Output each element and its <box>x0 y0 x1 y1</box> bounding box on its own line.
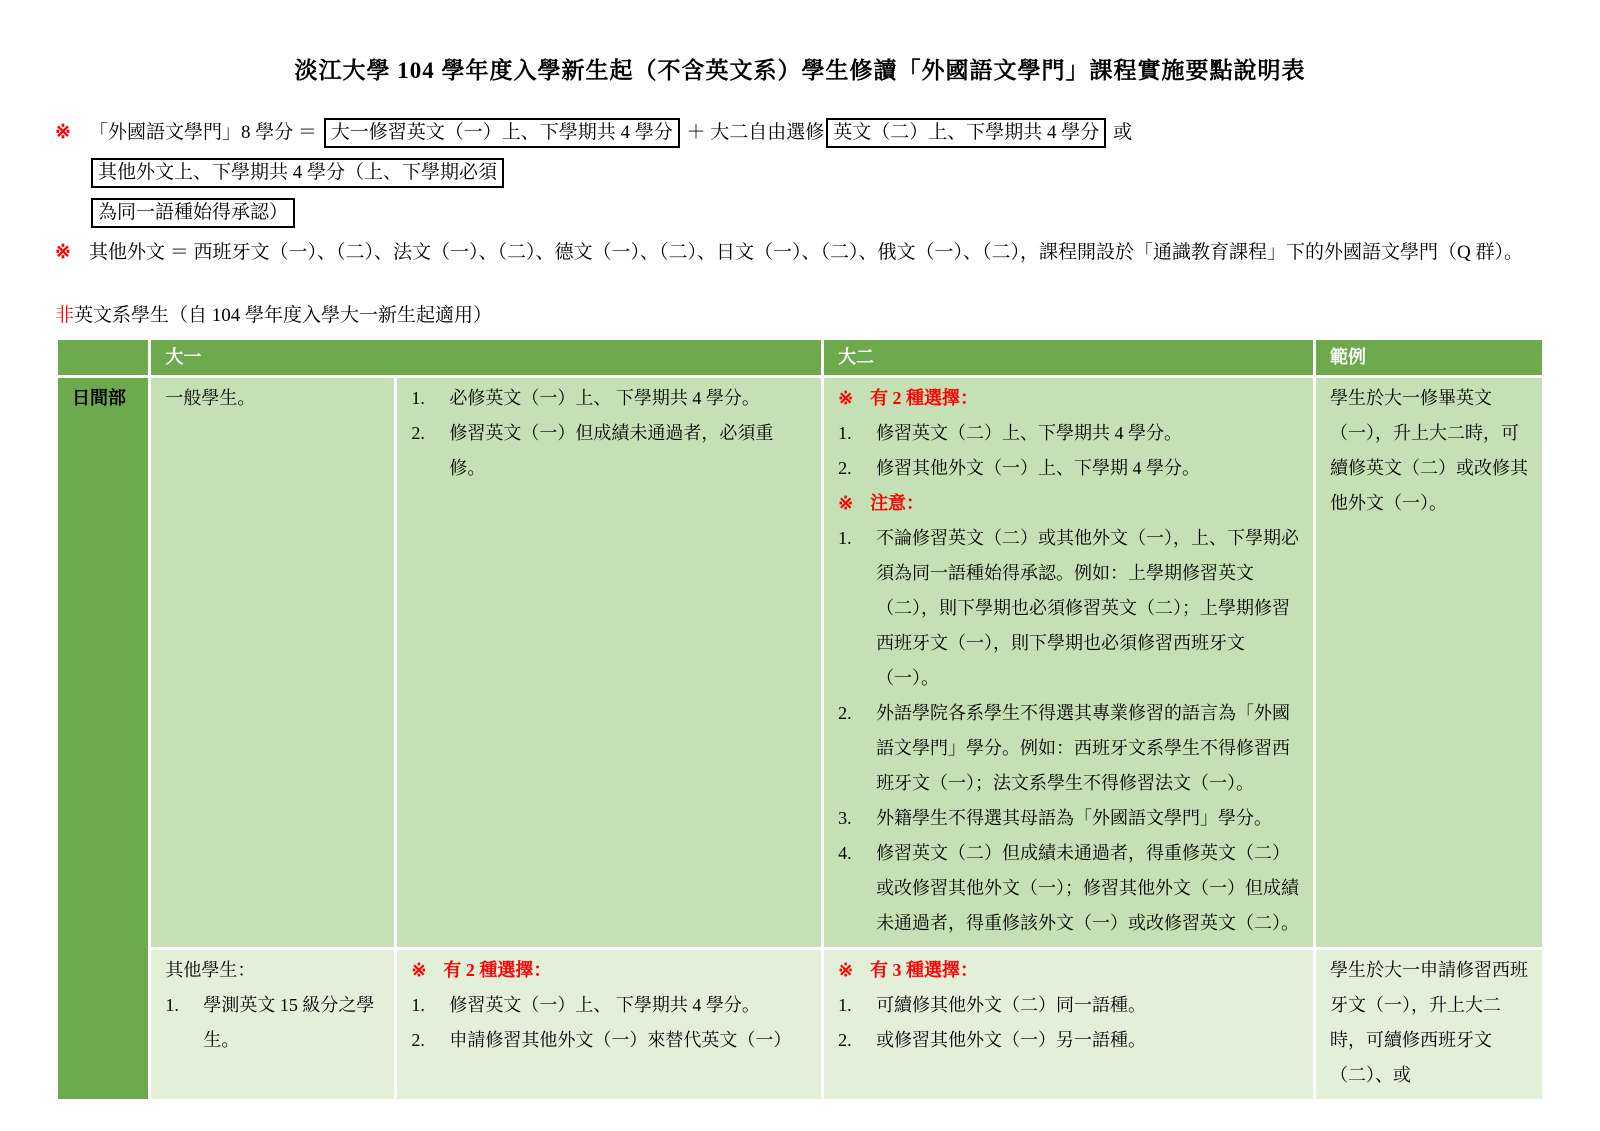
other-languages-text: 其他外文 ＝ 西班牙文（一）、（二）、法文（一）、（二）、德文（一）、（二）、日文（一）、（二）、俄文（一）、（二），課程開設於「通識教育課程」下的外國語文學門（Q 群）。 <box>89 242 1523 263</box>
section-label-highlight: 非 <box>55 305 75 326</box>
note-other-languages-body <box>89 233 1545 273</box>
cell-year1-rules <box>397 950 821 1099</box>
list-item <box>411 416 809 486</box>
section-label-rest: 英文系學生（自 104 學年度入學大一新生起適用） <box>74 305 493 326</box>
list-item <box>411 381 809 416</box>
list-item <box>838 521 1301 696</box>
list-item <box>838 696 1301 801</box>
cell-student-type <box>151 378 394 947</box>
formula-box-english2: 英文（二）上、下學期共 4 學分 <box>826 118 1106 148</box>
table-row-other-students <box>58 950 1542 1099</box>
list-item <box>838 801 1301 836</box>
cell-year2-rules <box>824 378 1313 947</box>
header-year2: 大二 <box>824 340 1313 375</box>
red-heading-text: 有 2 種選擇： <box>443 960 552 980</box>
red-heading-attention <box>838 486 1301 521</box>
formula-box-other-language-cont: 為同一語種始得承認） <box>91 198 295 228</box>
cell-example <box>1316 950 1542 1099</box>
list-item-text: 不論修習英文（二）或其他外文（一），上、下學期必須為同一語種始得承認。例如：上學期修習英文（二），則下學期也必須修習英文（二）；上學期修習西班牙文（一），則下學期也必須修習西班牙文（一）。 <box>876 528 1300 688</box>
reference-mark-icon: ※ <box>838 960 854 980</box>
list-item-text: 修習英文（一）上、 下學期共 4 學分。 <box>449 995 760 1015</box>
formula-prefix: 「外國語文學門」8 學分 ＝ <box>89 122 322 143</box>
list-item <box>838 836 1301 941</box>
reference-mark-icon: ※ <box>838 493 854 513</box>
table-row-general-students <box>58 378 1542 947</box>
list-item-number: 4. <box>838 843 852 863</box>
list-item-text: 申請修習其他外文（一）來替代英文（一） <box>449 1030 792 1050</box>
list-item-text: 可續修其他外文（二）同一語種。 <box>876 995 1147 1015</box>
list-item-number: 2. <box>838 458 852 478</box>
list-item-number: 3. <box>838 808 852 828</box>
list-item-text: 修習英文（一）但成績未通過者，必須重修。 <box>449 423 774 478</box>
list-item <box>411 1023 809 1058</box>
list-item <box>838 451 1301 486</box>
list-item-text: 或修習其他外文（一）另一語種。 <box>876 1030 1147 1050</box>
list-item-number: 1. <box>411 388 425 408</box>
list-item <box>838 988 1301 1023</box>
list-item-number: 1. <box>165 995 179 1015</box>
table-header-row <box>58 340 1542 375</box>
example-text: 學生於大一修畢英文（一），升上大二時，可續修英文（二）或改修其他外文（一）。 <box>1330 388 1529 513</box>
list-item-number: 2. <box>411 1030 425 1050</box>
formula-plus: ＋ 大二自由選修 <box>681 122 825 143</box>
red-heading-text: 有 3 種選擇： <box>870 960 979 980</box>
red-heading-choices <box>838 381 1301 416</box>
reference-mark-icon: ※ <box>838 388 854 408</box>
cell-example <box>1316 378 1542 947</box>
list-item-number: 1. <box>838 528 852 548</box>
red-heading-choices <box>838 953 1301 988</box>
list-item-text: 外籍學生不得選其母語為「外國語文學門」學分。 <box>876 808 1273 828</box>
note-credit-formula-body <box>89 113 1545 233</box>
list-item-text: 外語學院各系學生不得選其專業修習的語言為「外國語文學門」學分。例如：西班牙文系學生不得修習西班牙文（一）；法文系學生不得修習法文（一）。 <box>876 703 1291 793</box>
rules-table <box>55 337 1545 1102</box>
notes-section <box>55 113 1545 273</box>
list-item-number: 2. <box>838 1030 852 1050</box>
formula-box-continuation-line <box>89 193 1545 233</box>
list-item-text: 修習英文（二）但成績未通過者，得重修英文（二）或改修習其他外文（一）；修習其他外文（一）但成績未通過者，得重修該外文（一）或改修習英文（二）。 <box>876 843 1300 933</box>
list-item-number: 1. <box>838 423 852 443</box>
list-item-number: 2. <box>838 703 852 723</box>
header-corner-cell <box>58 340 148 375</box>
section-label <box>55 303 1545 329</box>
list-item-text: 修習英文（二）上、下學期共 4 學分。 <box>876 423 1183 443</box>
list-item-text: 學測英文 15 級分之學生。 <box>203 995 375 1050</box>
note-credit-formula <box>55 113 1545 233</box>
cell-year1-rules <box>397 378 821 947</box>
list-item <box>165 988 382 1058</box>
formula-box-other-language: 其他外文上、下學期共 4 學分（上、下學期必須 <box>91 158 504 188</box>
cell-student-type <box>151 950 394 1099</box>
header-year1: 大一 <box>151 340 821 375</box>
page-title: 淡江大學 104 學年度入學新生起（不含英文系）學生修讀「外國語文學門」課程實施要點說明表 <box>294 58 1306 83</box>
list-item-number: 1. <box>411 995 425 1015</box>
reference-mark-icon: ※ <box>411 960 427 980</box>
student-type-text: 其他學生： <box>165 960 256 980</box>
row-label-day-division: 日間部 <box>58 378 148 1099</box>
list-item-text: 修習其他外文（一）上、下學期 4 學分。 <box>876 458 1201 478</box>
reference-mark-icon: ※ <box>55 122 71 143</box>
list-item-number: 1. <box>838 995 852 1015</box>
red-heading-text: 有 2 種選擇： <box>870 388 979 408</box>
student-type-text: 一般學生。 <box>165 388 256 408</box>
list-item <box>838 416 1301 451</box>
header-example: 範例 <box>1316 340 1542 375</box>
reference-mark-icon: ※ <box>55 242 71 263</box>
formula-or: 或 <box>1108 122 1133 143</box>
list-item <box>838 1023 1301 1058</box>
list-item-text: 必修英文（一）上、 下學期共 4 學分。 <box>449 388 760 408</box>
note-other-languages <box>55 233 1545 273</box>
list-item <box>411 988 809 1023</box>
red-heading-choices <box>411 953 809 988</box>
formula-box-year1-english: 大一修習英文（一）上、下學期共 4 學分 <box>324 118 680 148</box>
example-text: 學生於大一申請修習西班牙文（一），升上大二時，可續修西班牙文（二）、或 <box>1330 960 1529 1085</box>
cell-year2-rules <box>824 950 1313 1099</box>
red-heading-text: 注意： <box>870 493 925 513</box>
list-item-number: 2. <box>411 423 425 443</box>
